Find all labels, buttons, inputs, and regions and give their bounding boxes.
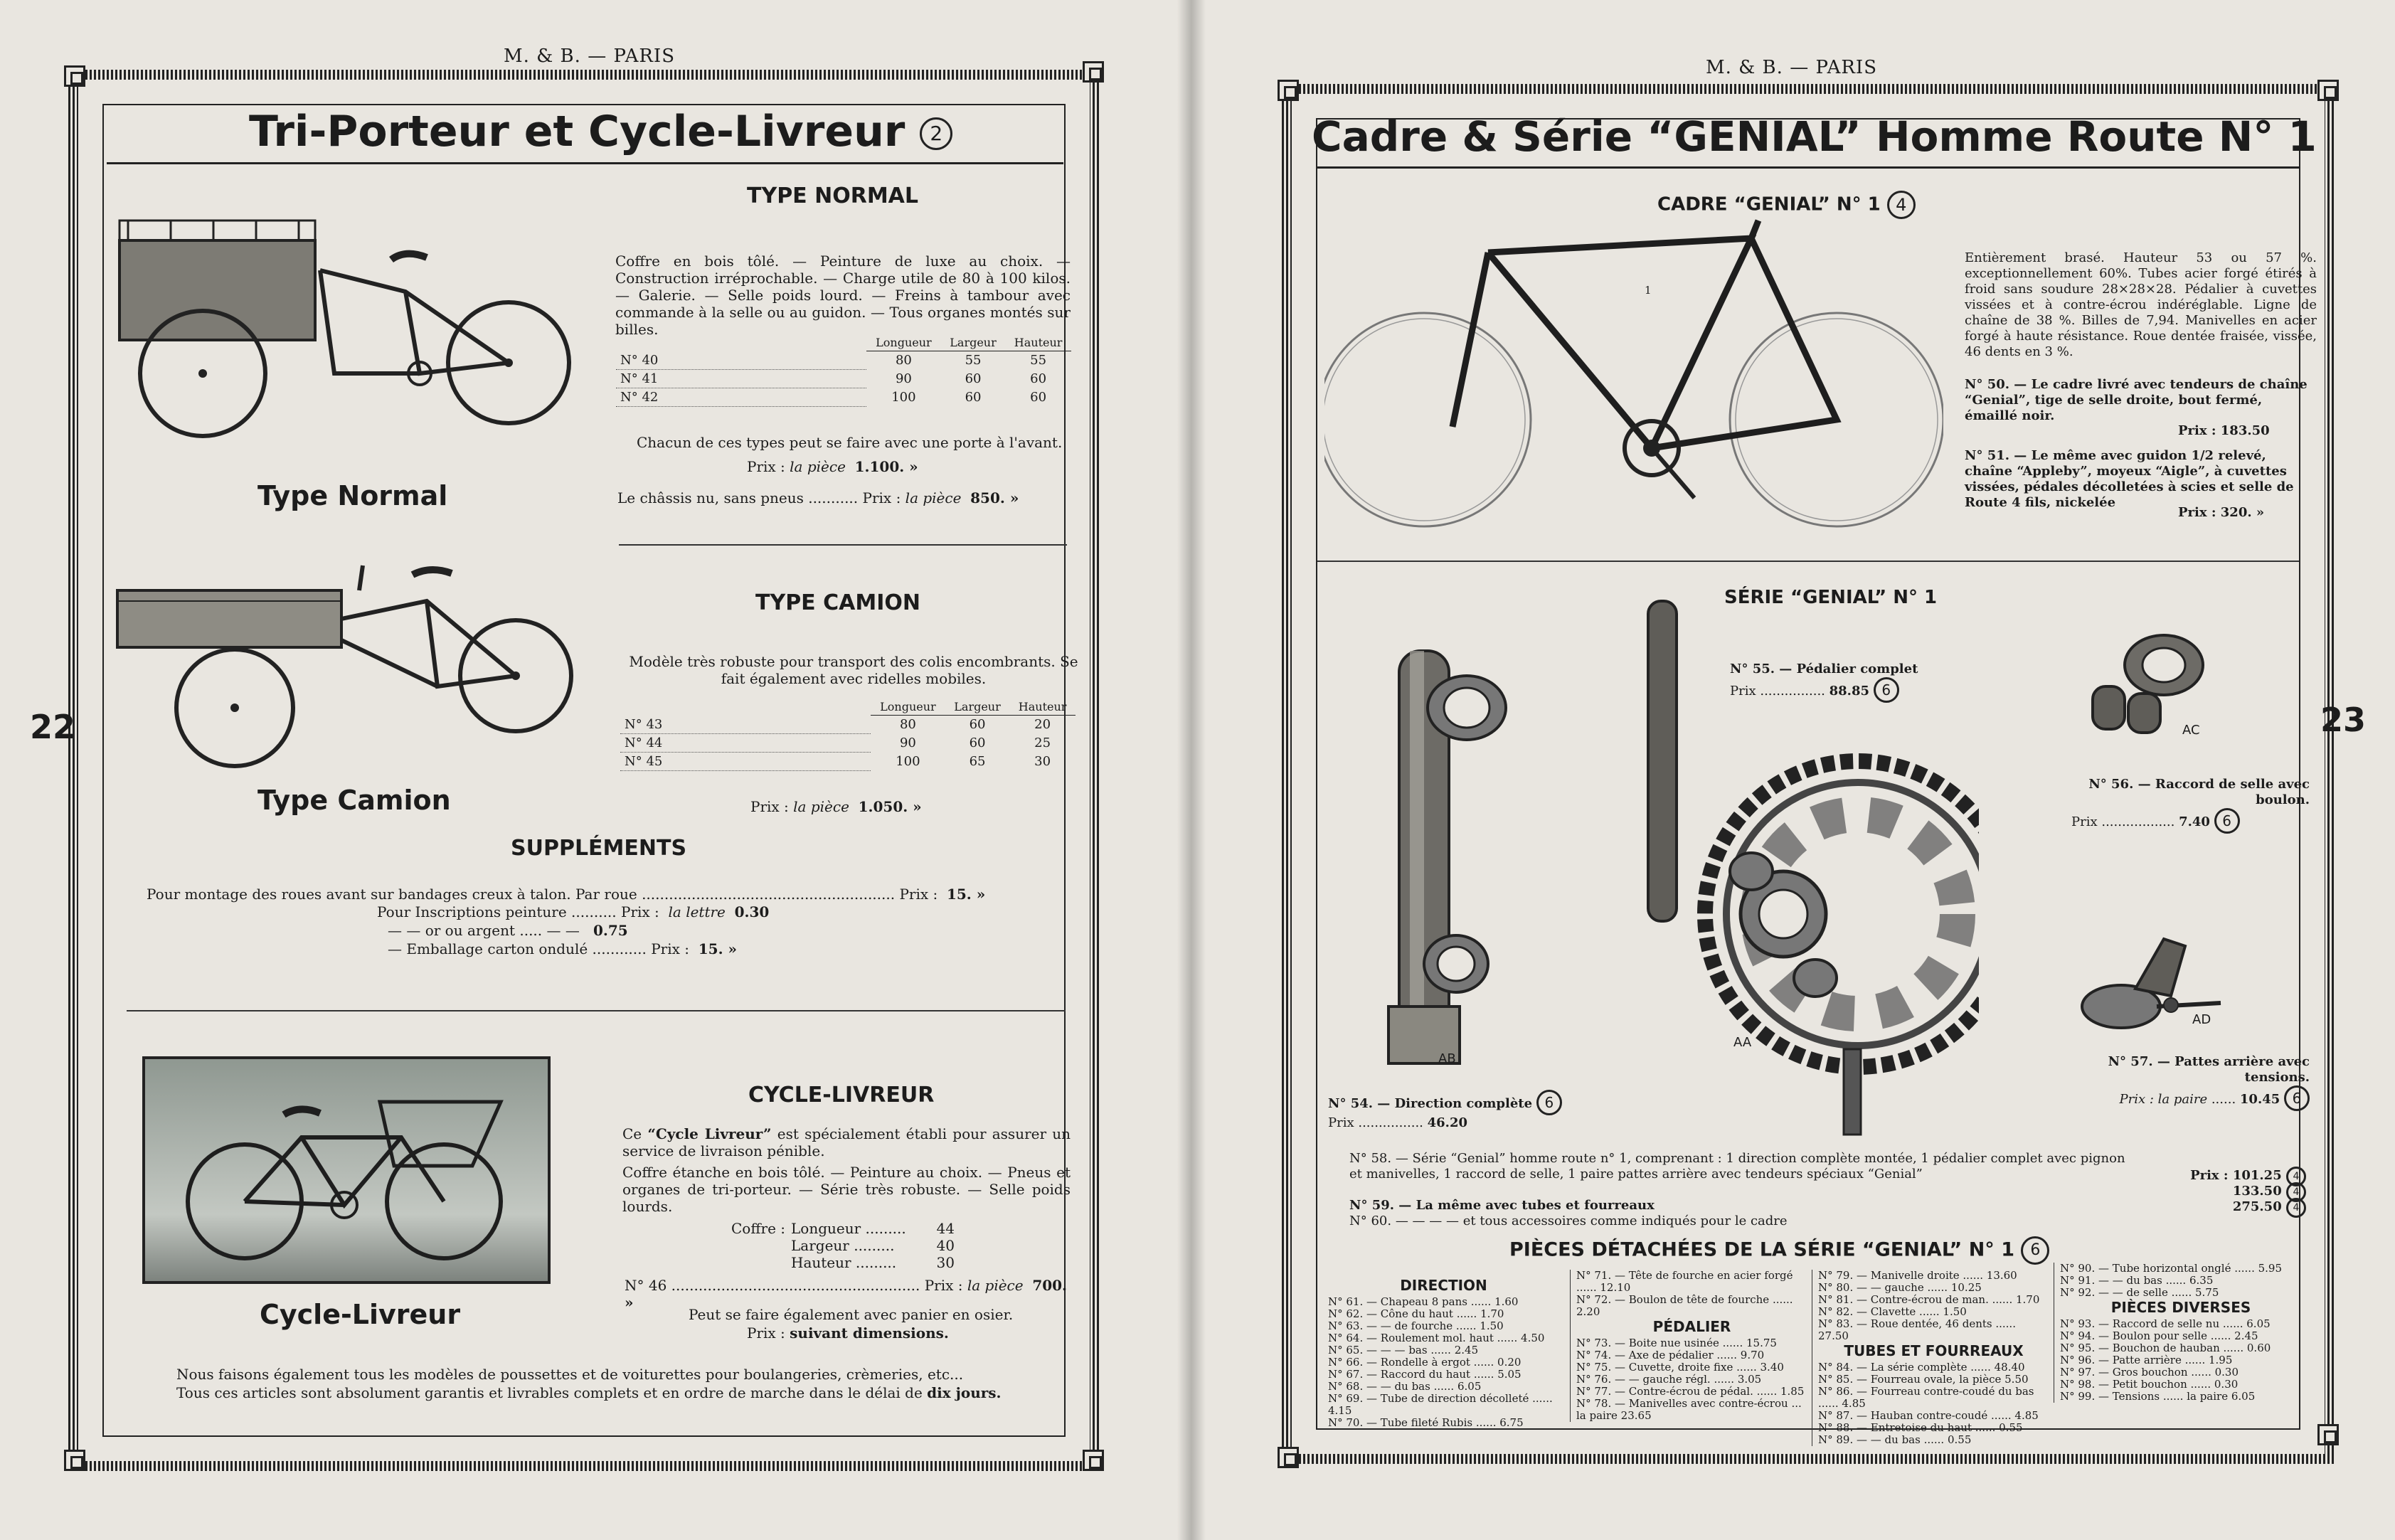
list-item: N° 73. — Boite nue usinée ...... 15.75: [1576, 1337, 1777, 1349]
heading-cycle-livreur: CYCLE-LIVREUR: [748, 1083, 935, 1108]
coffre-dimensions: Longueur ......... 44 Largeur ......... 40 Hauteur ......... 30: [791, 1220, 955, 1271]
list-item: N° 67. — Raccord du haut ...... 5.05: [1328, 1368, 1522, 1381]
list-item: N° 84. — La série complète ...... 48.40: [1818, 1361, 2025, 1374]
cycle-livreur-specs: Coffre étanche en bois tôlé. — Peinture au choix. — Pneus et organes de tri-porteur. — Série très robuste. — Selle poids lourds.: [622, 1164, 1071, 1215]
cadre-description: Entièrement brasé. Hauteur 53 ou 57 %. exceptionnellement 60%. Tubes acier forgé étirés à froid sans soudure 28×28×28. Pédalier à cuvettes vissées et à contre-écrou indéréglable. Ligne de chaîne de 38 %. Billes de 7,94. Manivelles en acier forgé à haute résistance. Roue dentée fraisée, vissée, 46 dents en 3 %.: [1965, 250, 2317, 359]
caption-type-camion: Type Camion: [257, 785, 451, 816]
list-item: N° 81. — Contre-écrou de man. ...... 1.70: [1818, 1293, 2040, 1306]
title-text: Tri-Porteur et Cycle-Livreur: [249, 107, 906, 156]
gallery-rail: [120, 221, 315, 240]
type-normal-description: Coffre en bois tôlé. — Peinture de luxe au choix. — Construction irréprochable. — Charge utile de 80 à 100 kilos. — Galerie. — Selle poids lourd. — Freins à tambour avec commande à la selle ou au guidon. — Tous organes montés sur billes.: [615, 253, 1071, 338]
list-item: N° 61. — Chapeau 8 pans ...... 1.60: [1328, 1295, 1519, 1308]
page-title-left: [249, 107, 952, 156]
n57-label: N° 57. — Pattes arrière avec tensions. Prix : la paire ...... 10.45 6: [2054, 1054, 2310, 1111]
col-largeur: Largeur: [941, 334, 1005, 351]
corner-ornament: [2317, 80, 2339, 101]
list-item: N° 71. — Tête de fourche en acier forgé ...... 12.10: [1576, 1269, 1793, 1294]
list-item: N° 86. — Fourreau contre-coudé du bas ...... 4.85: [1818, 1385, 2034, 1410]
catalog-ref-badge: 6: [2214, 808, 2240, 834]
list-item: N° 87. — Hauban contre-coudé ...... 4.85: [1818, 1409, 2039, 1422]
list-item: N° 83. — Roue dentée, 46 dents ...... 27.50: [1818, 1317, 2016, 1342]
cycle-livreur-note: Peut se faire également avec panier en osier.: [689, 1306, 1014, 1323]
catalog-ref-badge: 6: [1536, 1090, 1562, 1115]
direction-part-illustration: [1371, 637, 1520, 1078]
heading-supplements: SUPPLÉMENTS: [511, 836, 687, 861]
frame-tubes: [1453, 221, 1837, 448]
list-item: N° 76. — — gauche régl. ...... 3.05: [1576, 1373, 1762, 1386]
cycle-livreur-price2: Prix : suivant dimensions.: [747, 1324, 949, 1342]
parts-column-tubes: [1812, 1270, 2049, 1446]
n55-label: N° 55. — Pédalier complet Prix ................ 88.85 6: [1730, 662, 1918, 703]
heading-type-normal: TYPE NORMAL: [747, 184, 919, 208]
label-ad: AD: [2192, 1012, 2211, 1027]
direction-title: DIRECTION: [1400, 1277, 1487, 1294]
table-row: N° 40 80 55 55: [616, 351, 1071, 370]
parts-column-diverses: [2054, 1263, 2302, 1403]
table-row: N° 41 90 60 60: [616, 369, 1071, 388]
crank-arm: [1648, 601, 1677, 921]
list-item: N° 77. — Contre-écrou de pédal. ...... 1.85: [1576, 1385, 1805, 1398]
book-gutter: [1177, 0, 1206, 1540]
pedalier-title: PÉDALIER: [1652, 1318, 1731, 1335]
catalog-ref-badge: 6: [2284, 1085, 2310, 1111]
supplement-line: Pour montage des roues avant sur bandages creux à talon. Par roue ........................................................ Prix : 15. »: [147, 886, 986, 903]
table-row: N° 45 100 65 30: [620, 752, 1076, 770]
list-item: N° 66. — Rondelle à ergot ...... 0.20: [1328, 1356, 1522, 1369]
type-camion-description: Modèle très robuste pour transport des colis encombrants. Se fait également avec ridelles mobiles.: [629, 653, 1078, 687]
label-ac: AC: [2182, 723, 2200, 738]
table-row: N° 44 90 60 25: [620, 733, 1076, 752]
list-item: N° 89. — — du bas ...... 0.55: [1818, 1433, 1972, 1446]
parts-column-direction: [1328, 1277, 1559, 1429]
col-hauteur: Hauteur: [1005, 334, 1071, 351]
n60-price: 275.50 4: [2114, 1198, 2306, 1218]
left-page: [0, 0, 1189, 1540]
type-normal-dimensions-table: [616, 334, 1071, 407]
type-normal-price: Prix : la pièce 1.100. »: [747, 458, 918, 475]
title-rule: [107, 162, 1063, 164]
footer-line-1: Nous faisons également tous les modèles de poussettes et de voiturettes pour boulangeries, crèmeries, etc...: [176, 1366, 964, 1383]
caption-type-normal: Type Normal: [257, 480, 448, 511]
n60-description: N° 60. — — — — et tous accessoires comme indiqués pour le cadre: [1349, 1214, 1788, 1228]
list-item: N° 85. — Fourreau ovale, la pièce 5.50: [1818, 1373, 2029, 1386]
list-item: N° 99. — Tensions ...... la paire 6.05: [2060, 1390, 2256, 1403]
corner-ornament: [1083, 1450, 1104, 1471]
corner-ornament: [1083, 61, 1104, 83]
list-item: N° 65. — — — bas ...... 2.45: [1328, 1344, 1479, 1356]
coffre-label: Coffre :: [731, 1220, 786, 1237]
list-item: N° 70. — Tube fileté Rubis ...... 6.75: [1328, 1416, 1524, 1429]
table-row: N° 42 100 60 60: [616, 388, 1071, 406]
n46-price-line: N° 46 ....................................................... Prix : la pièce 700. »: [625, 1277, 1068, 1311]
supplement-line: — Emballage carton ondulé ............ Prix : 15. »: [388, 940, 737, 957]
type-camion-dimensions-table: [620, 699, 1076, 771]
right-page: [1189, 0, 2395, 1540]
cycle-livreur-photo: [142, 1056, 551, 1284]
col-largeur: Largeur: [945, 699, 1009, 716]
list-item: N° 80. — — gauche ...... 10.25: [1818, 1281, 1982, 1294]
n58-description: N° 58. — Série “Genial” homme route n° 1, comprenant : 1 direction complète montée, 1 pédalier complet avec pignon et manivelles, 1 raccord de selle, 1 paire pattes arrière avec tendeurs spéciaux “Genial”: [1349, 1151, 2125, 1181]
saddle: [413, 570, 452, 575]
axle: [1844, 1049, 1861, 1135]
corner-ornament: [64, 1450, 85, 1471]
label-aa: AA: [1733, 1035, 1752, 1050]
list-item: N° 98. — Petit bouchon ...... 0.30: [2060, 1378, 2239, 1391]
col-longueur: Longueur: [866, 334, 941, 351]
diverses-title: PIÈCES DIVERSES: [2110, 1299, 2251, 1316]
cycle-livreur-description: Ce “Cycle Livreur” est spécialement établi pour assurer un service de livraison pénible.: [622, 1125, 1071, 1159]
heading-cadre: CADRE “GENIAL” N° 1 4: [1657, 191, 1916, 219]
corner-ornament: [2317, 1424, 2339, 1445]
frame: [320, 270, 509, 373]
corner-ornament: [64, 65, 85, 87]
list-item: N° 72. — Boulon de tête de fourche ...... 2.20: [1576, 1293, 1793, 1318]
n51-price: Prix : 320. »: [2178, 505, 2265, 520]
n50-description: N° 50. — Le cadre livré avec tendeurs de chaîne “Genial”, tige de selle droite, bout fermé, émaillé noir.: [1965, 377, 2308, 423]
running-head-left: M. & B. — PARIS: [504, 46, 676, 67]
list-item: N° 74. — Axe de pédalier ...... 9.70: [1576, 1349, 1765, 1361]
footer-line-2: Tous ces articles sont absolument garantis et livrables complets et en ordre de marche dans le délai de dix jours.: [176, 1384, 1002, 1401]
n59-price: 133.50 4: [2114, 1182, 2306, 1202]
list-item: N° 88. — Entretoise du haut ...... 0.55: [1818, 1421, 2023, 1434]
col-longueur: Longueur: [871, 699, 945, 716]
tubes-title: TUBES ET FOURREAUX: [1844, 1342, 2024, 1359]
page-number-left: 22: [30, 708, 76, 746]
n51-description: N° 51. — Le même avec guidon 1/2 relevé, chaîne “Appleby”, moyeux “Aigle”, à cuvettes vissées, pédales décolletées à scies et selle de Route 4 fils, nickelée: [1965, 448, 2294, 510]
catalog-ref-badge: 6: [2021, 1236, 2049, 1265]
list-item: N° 62. — Cône du haut ...... 1.70: [1328, 1307, 1504, 1320]
label-ab: AB: [1438, 1051, 1456, 1066]
parts-column-pedalier: [1570, 1270, 1807, 1422]
page-title-right: Cadre & Série “GENIAL” Homme Route N° 1: [1312, 112, 2317, 161]
frame: [341, 601, 516, 686]
table-row: N° 43 80 60 20: [620, 716, 1076, 734]
triporteur-camion-illustration: [114, 562, 583, 775]
list-item: N° 94. — Boulon pour selle ...... 2.45: [2060, 1329, 2258, 1342]
cargo-box: [120, 240, 315, 340]
catalog-ref-badge: 4: [1887, 191, 1916, 219]
frame-label: 1: [1645, 284, 1652, 297]
list-item: N° 93. — Raccord de selle nu ...... 6.05: [2060, 1317, 2271, 1330]
triporteur-normal-illustration: [114, 213, 576, 441]
col-hauteur: Hauteur: [1009, 699, 1076, 716]
section-divider: [619, 544, 1067, 546]
list-item: N° 97. — Gros bouchon ...... 0.30: [2060, 1366, 2239, 1379]
caption-cycle-livreur: Cycle-Livreur: [260, 1299, 461, 1330]
list-item: N° 69. — Tube de direction décolleté ...... 4.15: [1328, 1392, 1553, 1417]
open-cargo-bed: [117, 590, 341, 647]
section-divider: [1317, 561, 2299, 562]
supplement-line: — — or ou argent ..... — — 0.75: [388, 922, 628, 939]
n59-description: N° 59. — La même avec tubes et fourreaux: [1349, 1198, 1655, 1213]
list-item: N° 90. — Tube horizontal onglé ...... 5.95: [2060, 1262, 2282, 1275]
chassis-price-line: Le châssis nu, sans pneus ........... Prix : la pièce 850. »: [617, 489, 1019, 506]
list-item: N° 95. — Bouchon de hauban ...... 0.60: [2060, 1342, 2271, 1354]
type-camion-price: Prix : la pièce 1.050. »: [750, 798, 922, 815]
list-item: N° 96. — Patte arrière ...... 1.95: [2060, 1354, 2233, 1366]
catalog-ref-badge: 6: [1874, 677, 1899, 703]
title-rule: [1316, 166, 2299, 169]
heading-pieces-detachees: PIÈCES DÉTACHÉES DE LA SÉRIE “GENIAL” N° 1 6: [1509, 1236, 2049, 1265]
n56-label: N° 56. — Raccord de selle avec boulon. Prix .................. 7.40 6: [2071, 777, 2310, 834]
list-item: N° 63. — — de fourche ...... 1.50: [1328, 1319, 1504, 1332]
heading-serie: SÉRIE “GENIAL” N° 1: [1724, 587, 1938, 608]
running-head-right: M. & B. — PARIS: [1706, 57, 1878, 78]
heading-type-camion: TYPE CAMION: [755, 590, 920, 615]
list-item: N° 64. — Roulement mol. haut ...... 4.50: [1328, 1332, 1545, 1344]
catalog-ref-badge: 2: [920, 117, 952, 150]
supplement-line: Pour Inscriptions peinture .......... Prix : la lettre 0.30: [377, 903, 770, 920]
saddle: [391, 254, 427, 260]
corner-ornament: [1278, 1447, 1299, 1468]
corner-ornament: [1278, 80, 1299, 101]
type-normal-note: Chacun de ces types peut se faire avec une porte à l'avant.: [637, 434, 1063, 451]
section-divider: [127, 1010, 1066, 1011]
list-item: N° 75. — Cuvette, droite fixe ...... 3.40: [1576, 1361, 1784, 1374]
list-item: N° 79. — Manivelle droite ...... 13.60: [1818, 1269, 2017, 1282]
list-item: N° 78. — Manivelles avec contre-écrou ... la paire 23.65: [1576, 1397, 1802, 1422]
n54-label: N° 54. — Direction complète 6 Prix ................ 46.20: [1328, 1090, 1562, 1131]
page-number-right: 23: [2320, 701, 2367, 739]
cycle-livreur-illustration: [145, 1059, 548, 1281]
n50-price: Prix : 183.50: [2178, 423, 2270, 438]
list-item: N° 68. — — du bas ...... 6.05: [1328, 1380, 1482, 1393]
list-item: N° 82. — Clavette ...... 1.50: [1818, 1305, 1967, 1318]
cadre-frame-illustration: [1324, 213, 1943, 555]
list-item: N° 92. — — de selle ...... 5.75: [2060, 1286, 2219, 1299]
front-carrier-box: [380, 1102, 501, 1166]
n58-price: Prix : 101.25 4: [2114, 1167, 2306, 1186]
list-item: N° 91. — — du bas ...... 6.35: [2060, 1274, 2214, 1287]
